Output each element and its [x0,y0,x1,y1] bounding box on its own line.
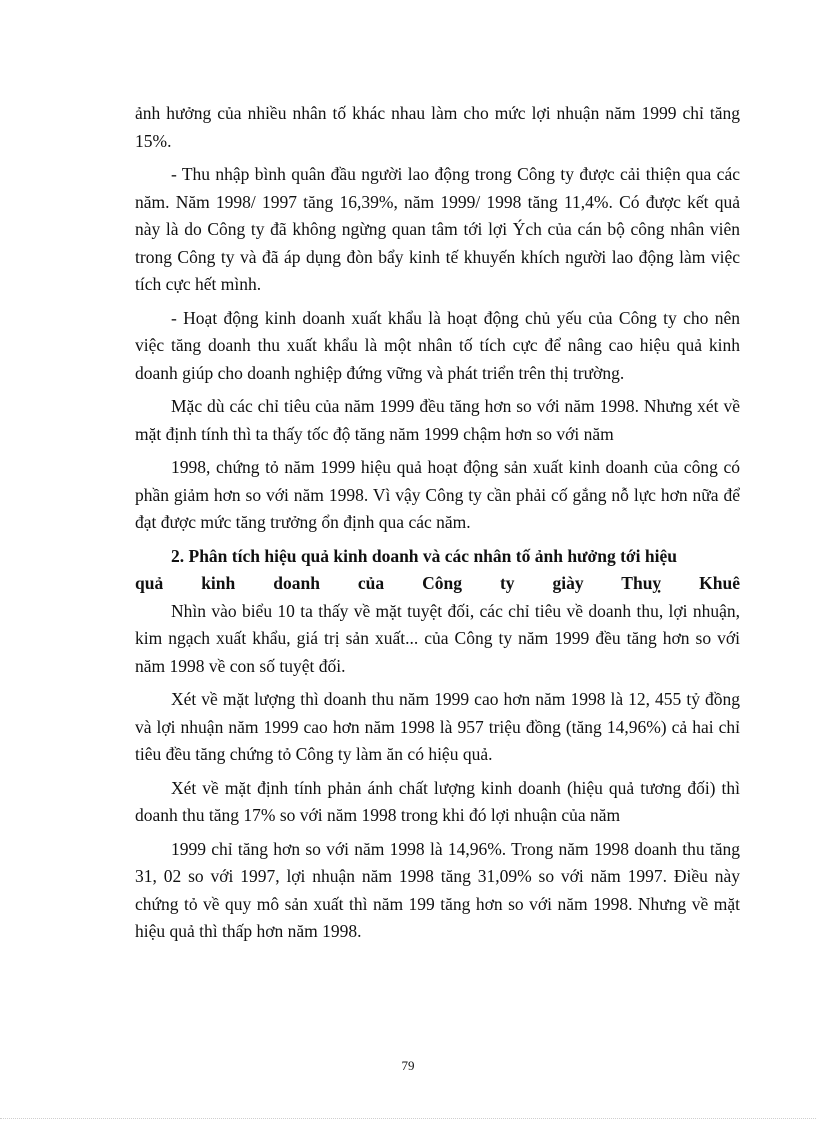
paragraph-9: 1999 chỉ tăng hơn so với năm 1998 là 14,96%. Trong năm 1998 doanh thu tăng 31, 02 so với 1997, lợi nhuận năm 1998 tăng 31,09% so với năm 1997. Điều này chứng tỏ về quy mô sản xuất thì năm 199 tăng hơn so với năm 1998. Nhưng về mặt hiệu quả thì thấp hơn năm 1998. [135,838,740,941]
page-number: 79 [401,1058,415,1073]
section-heading-line-1: 2. Phân tích hiệu quả kinh doanh và các nhân tố ảnh hưởng tới hiệu [171,545,677,566]
paragraph-3: - Hoạt động kinh doanh xuất khẩu là hoạt động chủ yếu của Công ty cho nên việc tăng doanh thu xuất khẩu là một nhân tố tích cực để nâng cao hiệu quả kinh doanh giúp cho doanh nghiệp đứng vững và phát triển trên thị trường. [135,307,740,383]
section-heading-line-2: quả kinh doanh của Công ty giày Thuỵ Khuê [135,573,740,593]
page-bottom-divider [0,1118,816,1119]
section-heading [135,543,740,598]
paragraph-5: 1998, chứng tỏ năm 1999 hiệu quả hoạt động sản xuất kinh doanh của công có phần giảm hơn so với năm 1998. Vì vậy Công ty cần phải cố gắng nỗ lực hơn nữa để đạt được mức tăng trưởng ổn định qua các năm. [135,457,740,532]
document-body [135,100,740,952]
paragraph-1: ảnh hưởng của nhiều nhân tố khác nhau làm cho mức lợi nhuận năm 1999 chỉ tăng 15%. [135,103,740,151]
paragraph-8: Xét về mặt định tính phản ánh chất lượng kinh doanh (hiệu quả tương đối) thì doanh thu tăng 17% so với năm 1998 trong khi đó lợi nhuận của năm [135,777,740,825]
paragraph-2: - Thu nhập bình quân đầu người lao động trong Công ty được cải thiện qua các năm. Năm 1998/ 1997 tăng 16,39%, năm 1999/ 1998 tăng 11,4%. Có được kết quả này là do Công ty đã không ngừng quan tâm tới lợi Ých của cán bộ công nhân viên trong Công ty và đã áp dụng đòn bẩy kinh tế khuyến khích người lao động làm việc tích cực hết mình. [135,164,740,294]
paragraph-4: Mặc dù các chỉ tiêu của năm 1999 đều tăng hơn so với năm 1998. Nhưng xét về mặt định tính thì ta thấy tốc độ tăng năm 1999 chậm hơn so với năm [135,396,740,444]
paragraph-7: Xét về mặt lượng thì doanh thu năm 1999 cao hơn năm 1998 là 12, 455 tỷ đồng và lợi nhuận năm 1999 cao hơn năm 1998 là 957 triệu đồng (tăng 14,96%) cả hai chỉ tiêu đều tăng chứng tỏ Công ty làm ăn có hiệu quả. [135,689,740,764]
paragraph-6: Nhìn vào biểu 10 ta thấy về mặt tuyệt đối, các chỉ tiêu về doanh thu, lợi nhuận, kim ngạch xuất khẩu, giá trị sản xuất... của Công ty năm 1999 đều tăng hơn so với năm 1998 về con số tuyệt đối. [135,600,740,676]
